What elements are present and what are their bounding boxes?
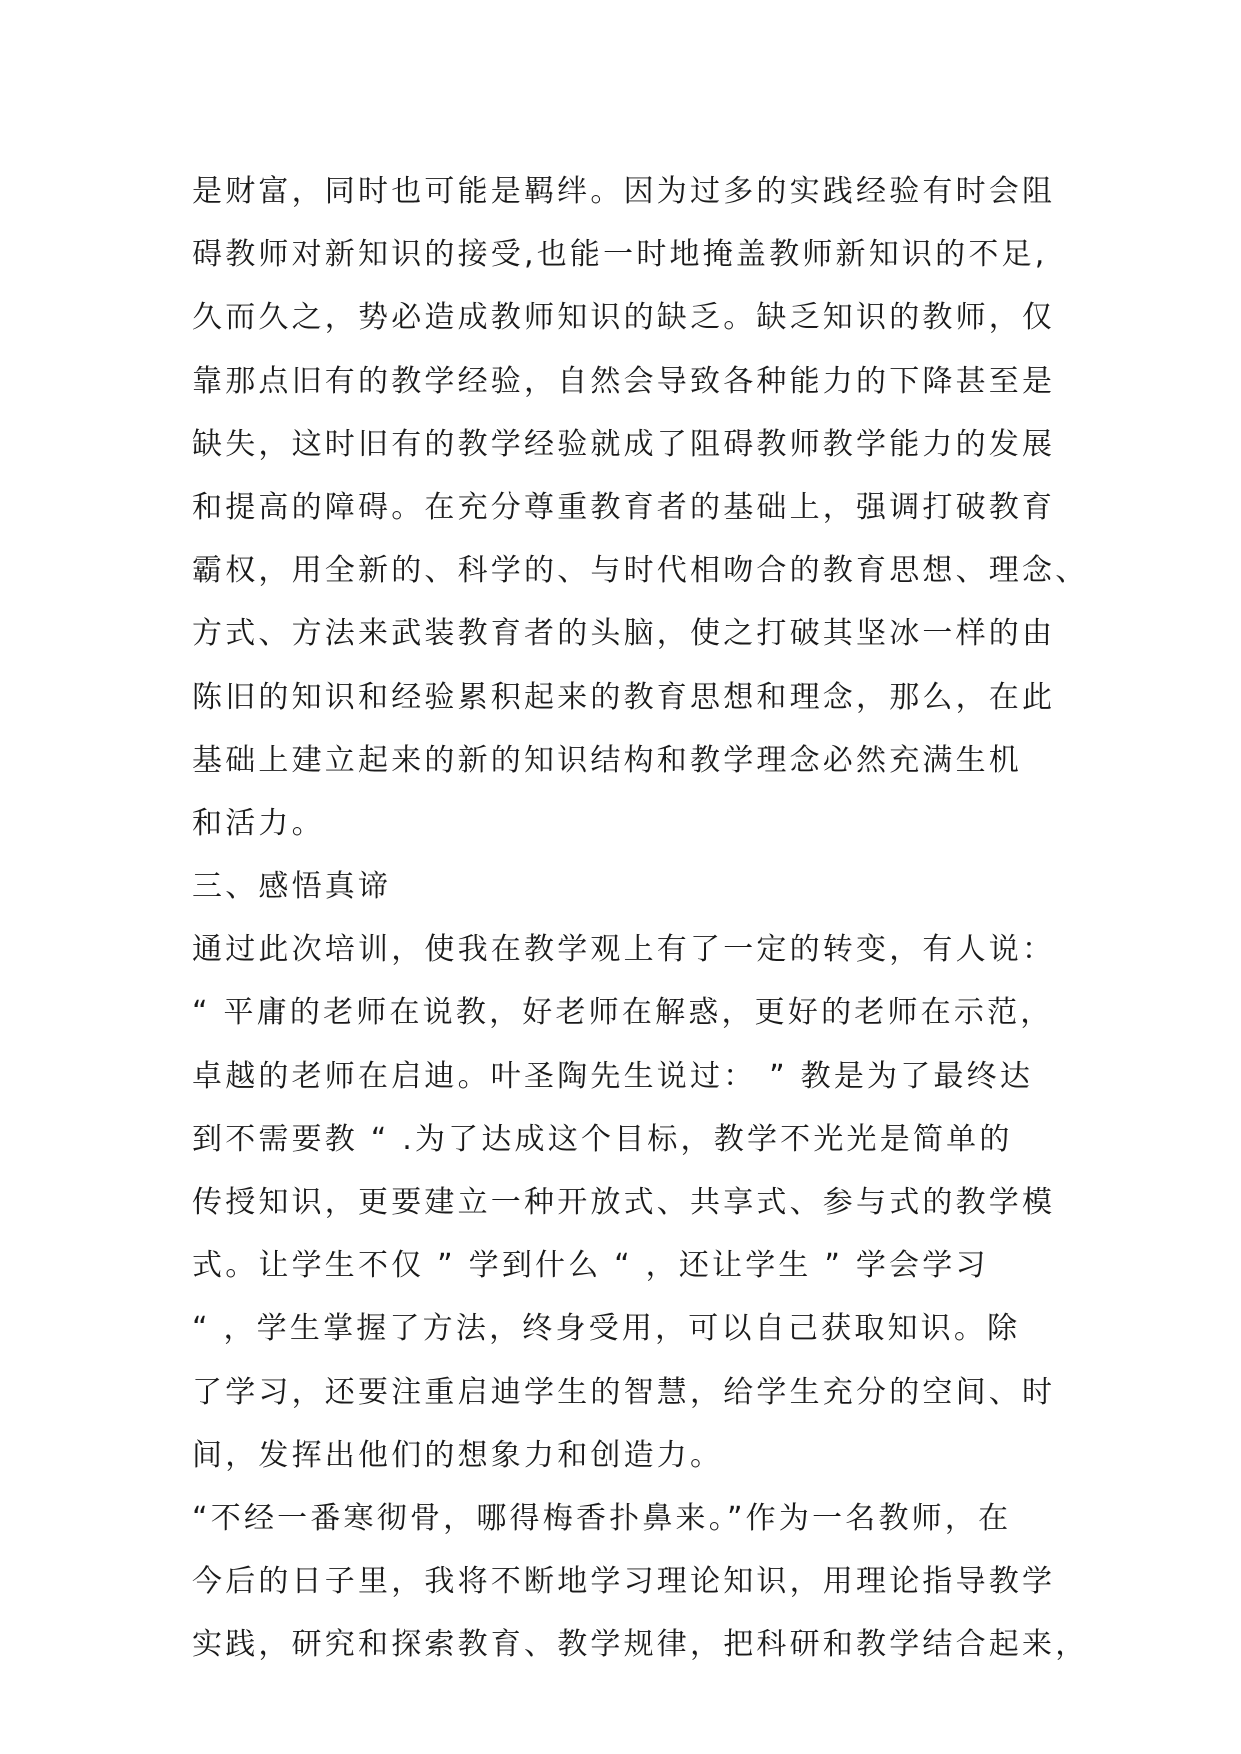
text-line: 和活力。: [192, 805, 325, 841]
text-line: “ 平庸的老师在说教，好老师在解惑，更好的老师在示范，: [192, 995, 1054, 1031]
text-line: 和提高的障碍。在充分尊重教育者的基础上，强调打破教育: [192, 489, 1056, 525]
text-line: 碍教师对新知识的接受,也能一时地掩盖教师新知识的不足,: [192, 237, 1048, 273]
text-line: 通过此次培训，使我在教学观上有了一定的转变，有人说：: [192, 932, 1056, 968]
text-line: 久而久之，势必造成教师知识的缺乏。缺乏知识的教师，仅: [192, 300, 1056, 336]
text-line: 传授知识，更要建立一种开放式、共享式、参与式的教学模: [192, 1185, 1056, 1220]
text-line: 方式、方法来武装教育者的头脑，使之打破其坚冰一样的由: [192, 616, 1056, 652]
body-text: [192, 160, 1092, 1677]
text-line: 了学习，还要注重启迪学生的智慧，给学生充分的空间、时: [192, 1374, 1056, 1410]
text-line: 靠那点旧有的教学经验，自然会导致各种能力的下降甚至是: [192, 363, 1056, 399]
text-line: 基础上建立起来的新的知识结构和教学理念必然充满生机: [192, 742, 1022, 778]
text-line: 实践，研究和探索教育、教学规律，把科研和教学结合起来，: [192, 1627, 1089, 1663]
text-line: 缺失，这时旧有的教学经验就成了阻碍教师教学能力的发展: [192, 426, 1056, 462]
text-line: 是财富，同时也可能是羁绊。因为过多的实践经验有时会阻: [192, 174, 1056, 209]
text-line: “ ，学生掌握了方法，终身受用，可以自己获取知识。除: [192, 1311, 1021, 1347]
text-line: “不经一番寒彻骨，哪得梅香扑鼻来。”作为一名教师，在: [192, 1500, 1012, 1536]
text-line: 今后的日子里，我将不断地学习理论知识，用理论指导教学: [192, 1564, 1056, 1600]
text-line: 卓越的老师在启迪。叶圣陶先生说过： ” 教是为了最终达: [192, 1058, 1034, 1094]
text-line: 霸权，用全新的、科学的、与时代相吻合的教育思想、理念、: [192, 553, 1089, 589]
text-line: 陈旧的知识和经验累积起来的教育思想和理念，那么，在此: [192, 679, 1056, 715]
text-line: 式。让学生不仅 ” 学到什么 “ ，还让学生 ” 学会学习: [192, 1248, 989, 1284]
text-line: 间，发挥出他们的想象力和创造力。: [192, 1437, 724, 1473]
section-heading: 三、感悟真谛: [192, 869, 392, 905]
text-line: 到不需要教 “ .为了达成这个目标，教学不光光是简单的: [192, 1121, 1013, 1157]
